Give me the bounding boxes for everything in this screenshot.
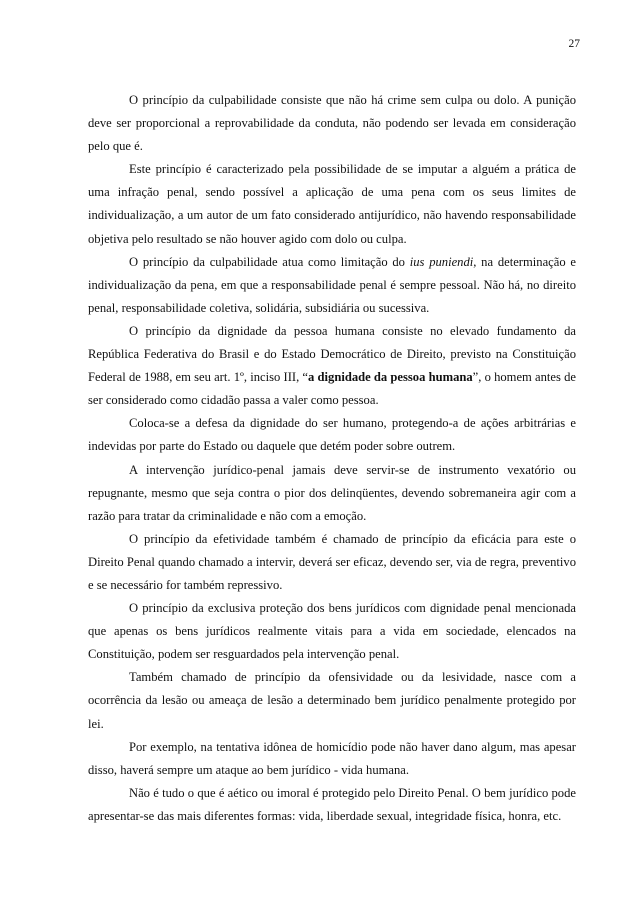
text-run: O princípio da culpabilidade atua como limitação do	[129, 254, 410, 269]
paragraph	[88, 320, 576, 412]
text-run: O princípio da exclusiva proteção dos bens jurídicos com dignidade penal mencionada que apenas os bens jurídicos realmente vitais para a vida em sociedade, elencados na Constituição, podem ser resguardados pela intervenção penal.	[88, 601, 576, 662]
paragraph	[88, 528, 576, 597]
text-run: Também chamado de princípio da ofensividade ou da lesividade, nasce com a ocorrência da lesão ou ameaça de lesão a determinado bem jurídico penalmente protegido por lei.	[88, 670, 576, 731]
paragraph	[88, 597, 576, 666]
bold-quote: a dignidade da pessoa humana	[308, 370, 473, 385]
paragraph	[88, 158, 576, 250]
body-text	[88, 89, 576, 828]
page-number: 27	[568, 38, 580, 50]
paragraph	[88, 666, 576, 735]
text-run: Não é tudo o que é aético ou imoral é protegido pelo Direito Penal. O bem jurídico pode apresentar-se das mais diferentes formas: vida, liberdade sexual, integridade física, honra, etc.	[88, 785, 576, 823]
paragraph	[88, 736, 576, 782]
paragraph	[88, 782, 576, 828]
paragraph	[88, 89, 576, 158]
paragraph	[88, 459, 576, 528]
text-run: O princípio da culpabilidade consiste que não há crime sem culpa ou dolo. A punição deve ser proporcional a reprovabilidade da conduta, não podendo ser levada em consideração pelo que é.	[88, 93, 576, 154]
paragraph	[88, 251, 576, 320]
text-run: Coloca-se a defesa da dignidade do ser humano, protegendo-a de ações arbitrárias e indevidas por parte do Estado ou daquele que detém poder sobre outrem.	[88, 416, 576, 454]
text-run: ”, o homem antes de ser considerado como cidadão passa a valer como pessoa.	[88, 370, 576, 408]
text-run: Este princípio é caracterizado pela possibilidade de se imputar a alguém a prática de uma infração penal, sendo possível a aplicação de uma pena com os seus limites de individualização, a um autor de um fato considerado antijurídico, não havendo responsabilidade objetiva pelo resultado se não houver agido com dolo ou culpa.	[88, 162, 576, 246]
text-run: A intervenção jurídico-penal jamais deve servir-se de instrumento vexatório ou repugnante, mesmo que seja contra o pior dos delinqüentes, devendo sobremaneira agir com a razão para tratar da criminalidade e não com a emoção.	[88, 462, 576, 523]
text-run: , na determinação e individualização da pena, em que a responsabilidade penal é sempre pessoal. Não há, no direito penal, responsabilidade coletiva, solidária, subsidiária ou sucessiva.	[88, 254, 576, 315]
paragraph	[88, 412, 576, 458]
italic-term: ius puniendi	[409, 254, 474, 269]
text-run: O princípio da efetividade também é chamado de princípio da eficácia para este o Direito Penal quando chamado a intervir, deverá ser eficaz, devendo ser, via de regra, preventivo e se necessário for também repressivo.	[88, 531, 576, 592]
text-run: O princípio da dignidade da pessoa humana consiste no elevado fundamento da República Federativa do Brasil e do Estado Democrático de Direito, previsto na Constituição Federal de 1988, em seu art. 1º, inciso III, “	[88, 323, 576, 385]
text-run: Por exemplo, na tentativa idônea de homicídio pode não haver dano algum, mas apesar disso, haverá sempre um ataque ao bem jurídico - vida humana.	[88, 739, 576, 777]
